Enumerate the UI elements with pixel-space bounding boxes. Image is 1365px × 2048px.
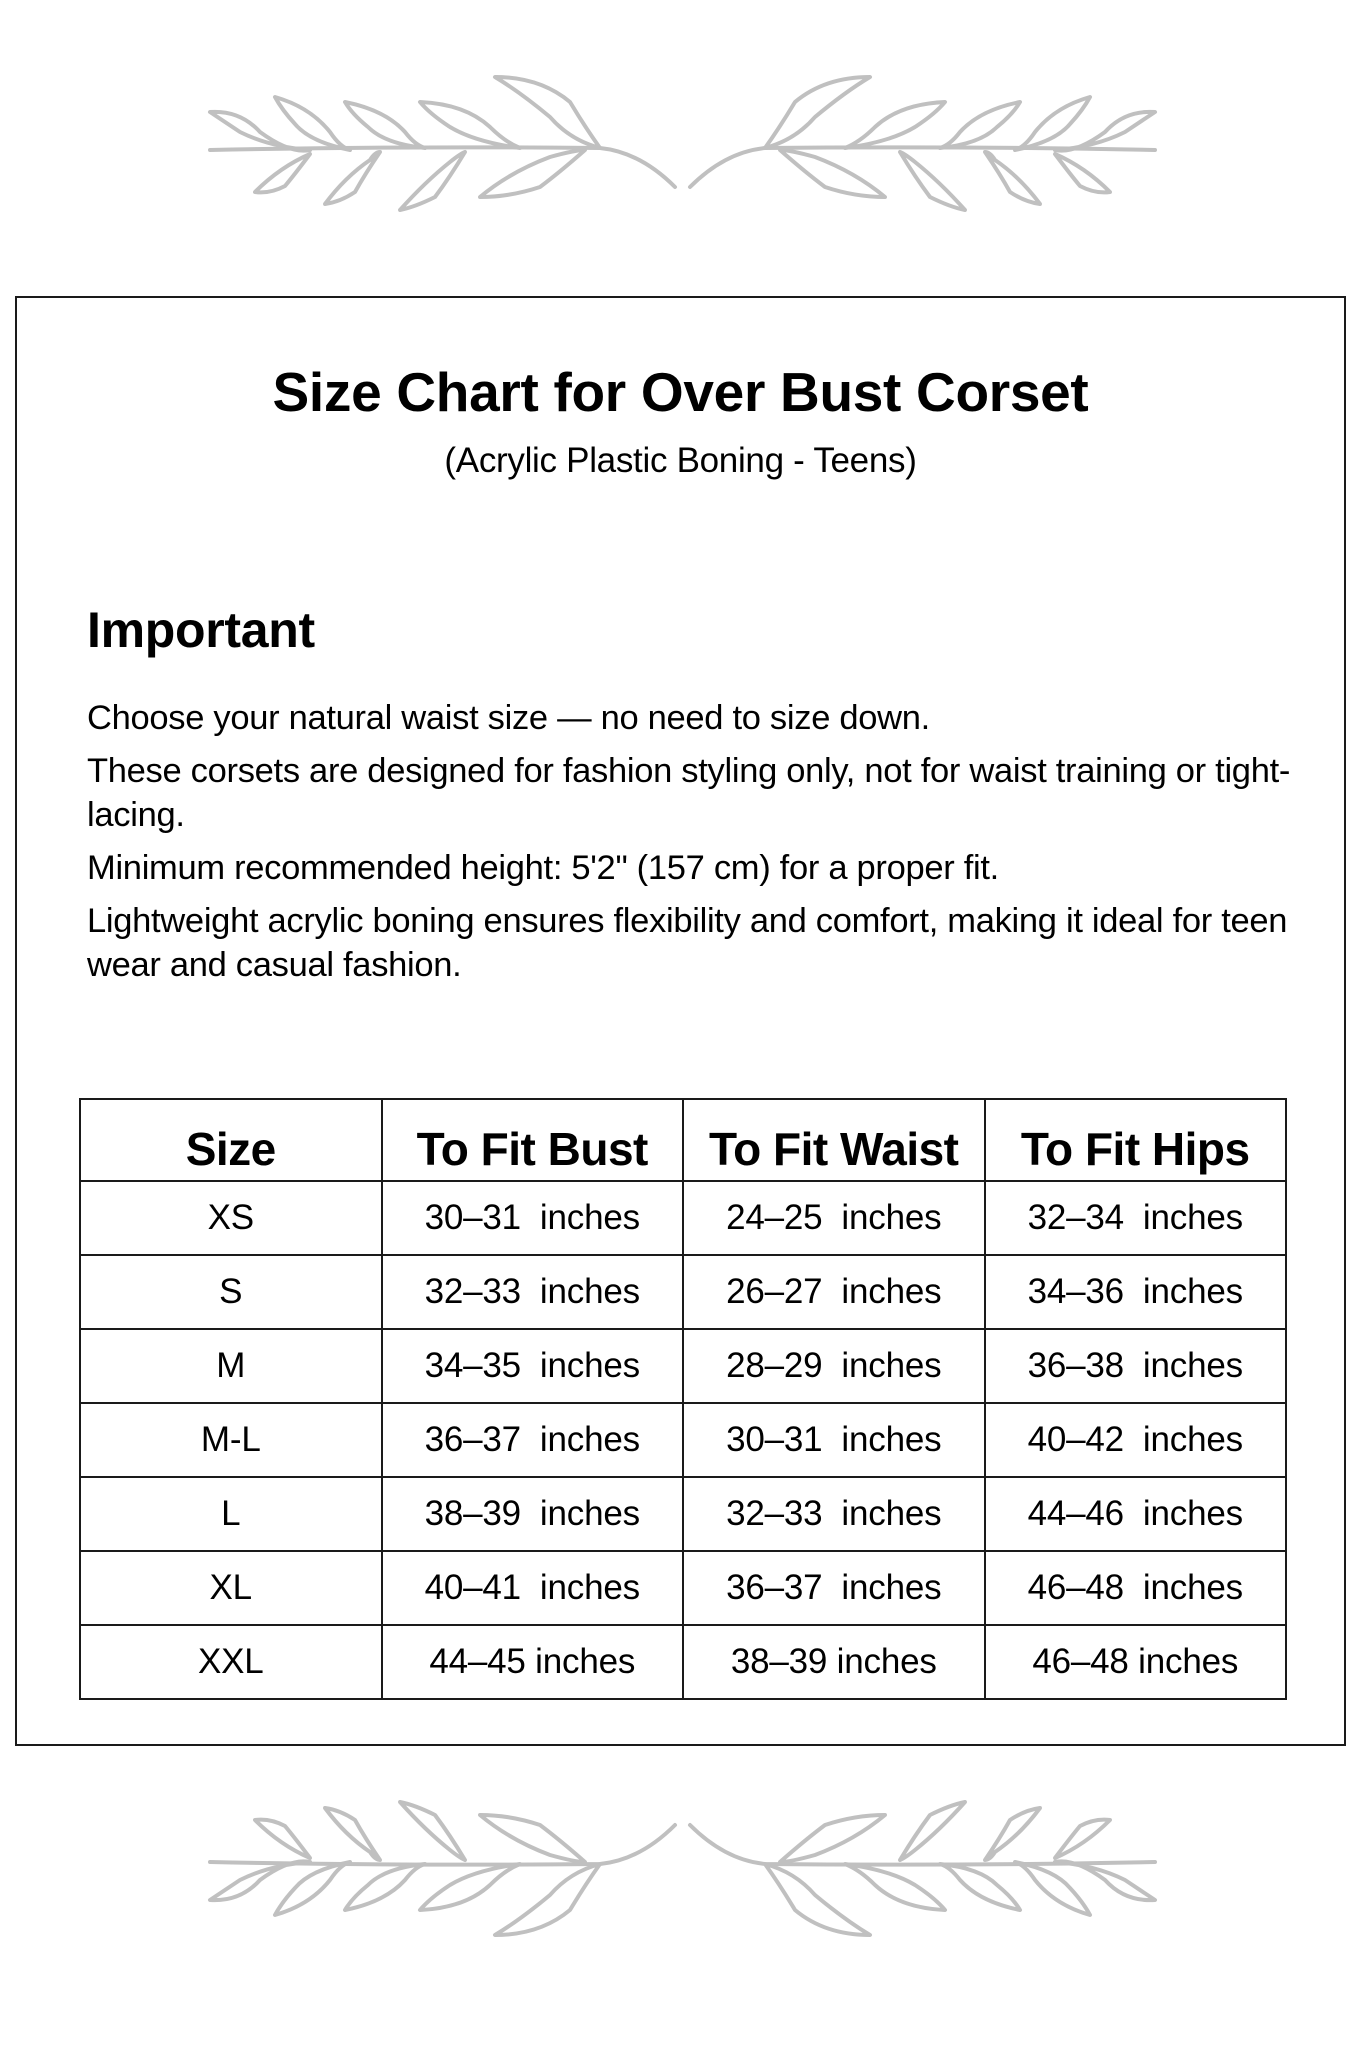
size-cell: M-L [80, 1403, 382, 1477]
important-heading: Important [87, 602, 315, 658]
size-cell: XL [80, 1551, 382, 1625]
page-title: Size Chart for Over Bust Corset [272, 361, 1089, 423]
table-row [80, 1403, 1286, 1477]
waist-cell: 36–37 inches [683, 1551, 985, 1625]
column-header-bust: To Fit Bust [382, 1099, 684, 1181]
size-cell: XS [80, 1181, 382, 1255]
waist-cell: 32–33 inches [683, 1477, 985, 1551]
laurel-branch-icon [200, 1800, 1165, 1950]
laurel-ornament-bottom [200, 1800, 1165, 1950]
size-chart-card [15, 296, 1346, 1746]
size-cell: S [80, 1255, 382, 1329]
hips-cell: 46–48 inches [985, 1625, 1287, 1699]
table-row [80, 1329, 1286, 1403]
note-item: Lightweight acrylic boning ensures flexibility and comfort, making it ideal for teen wear and casual fashion. [87, 902, 1288, 984]
table-row [80, 1625, 1286, 1699]
laurel-ornament-top [200, 62, 1165, 212]
table-header-row [80, 1099, 1286, 1181]
important-notes [87, 696, 1317, 996]
column-header-waist: To Fit Waist [683, 1099, 985, 1181]
bust-cell: 34–35 inches [382, 1329, 684, 1403]
page-subtitle: (Acrylic Plastic Boning - Teens) [444, 441, 917, 480]
waist-cell: 30–31 inches [683, 1403, 985, 1477]
hips-cell: 46–48 inches [985, 1551, 1287, 1625]
hips-cell: 36–38 inches [985, 1329, 1287, 1403]
hips-cell: 32–34 inches [985, 1181, 1287, 1255]
waist-cell: 26–27 inches [683, 1255, 985, 1329]
waist-cell: 24–25 inches [683, 1181, 985, 1255]
size-table [79, 1098, 1287, 1700]
size-cell: XXL [80, 1625, 382, 1699]
table-row [80, 1551, 1286, 1625]
bust-cell: 38–39 inches [382, 1477, 684, 1551]
bust-cell: 30–31 inches [382, 1181, 684, 1255]
waist-cell: 38–39 inches [683, 1625, 985, 1699]
bust-cell: 32–33 inches [382, 1255, 684, 1329]
column-header-size: Size [80, 1099, 382, 1181]
hips-cell: 34–36 inches [985, 1255, 1287, 1329]
note-item: Minimum recommended height: 5'2" (157 cm) for a proper fit. [87, 849, 999, 887]
table-row [80, 1477, 1286, 1551]
hips-cell: 40–42 inches [985, 1403, 1287, 1477]
hips-cell: 44–46 inches [985, 1477, 1287, 1551]
bust-cell: 36–37 inches [382, 1403, 684, 1477]
waist-cell: 28–29 inches [683, 1329, 985, 1403]
size-cell: M [80, 1329, 382, 1403]
laurel-branch-icon [200, 62, 1165, 212]
note-item: These corsets are designed for fashion styling only, not for waist training or tight-lacing. [87, 752, 1291, 834]
table-row [80, 1255, 1286, 1329]
bust-cell: 44–45 inches [382, 1625, 684, 1699]
size-cell: L [80, 1477, 382, 1551]
table-row [80, 1181, 1286, 1255]
note-item: Choose your natural waist size — no need to size down. [87, 699, 930, 737]
bust-cell: 40–41 inches [382, 1551, 684, 1625]
column-header-hips: To Fit Hips [985, 1099, 1287, 1181]
